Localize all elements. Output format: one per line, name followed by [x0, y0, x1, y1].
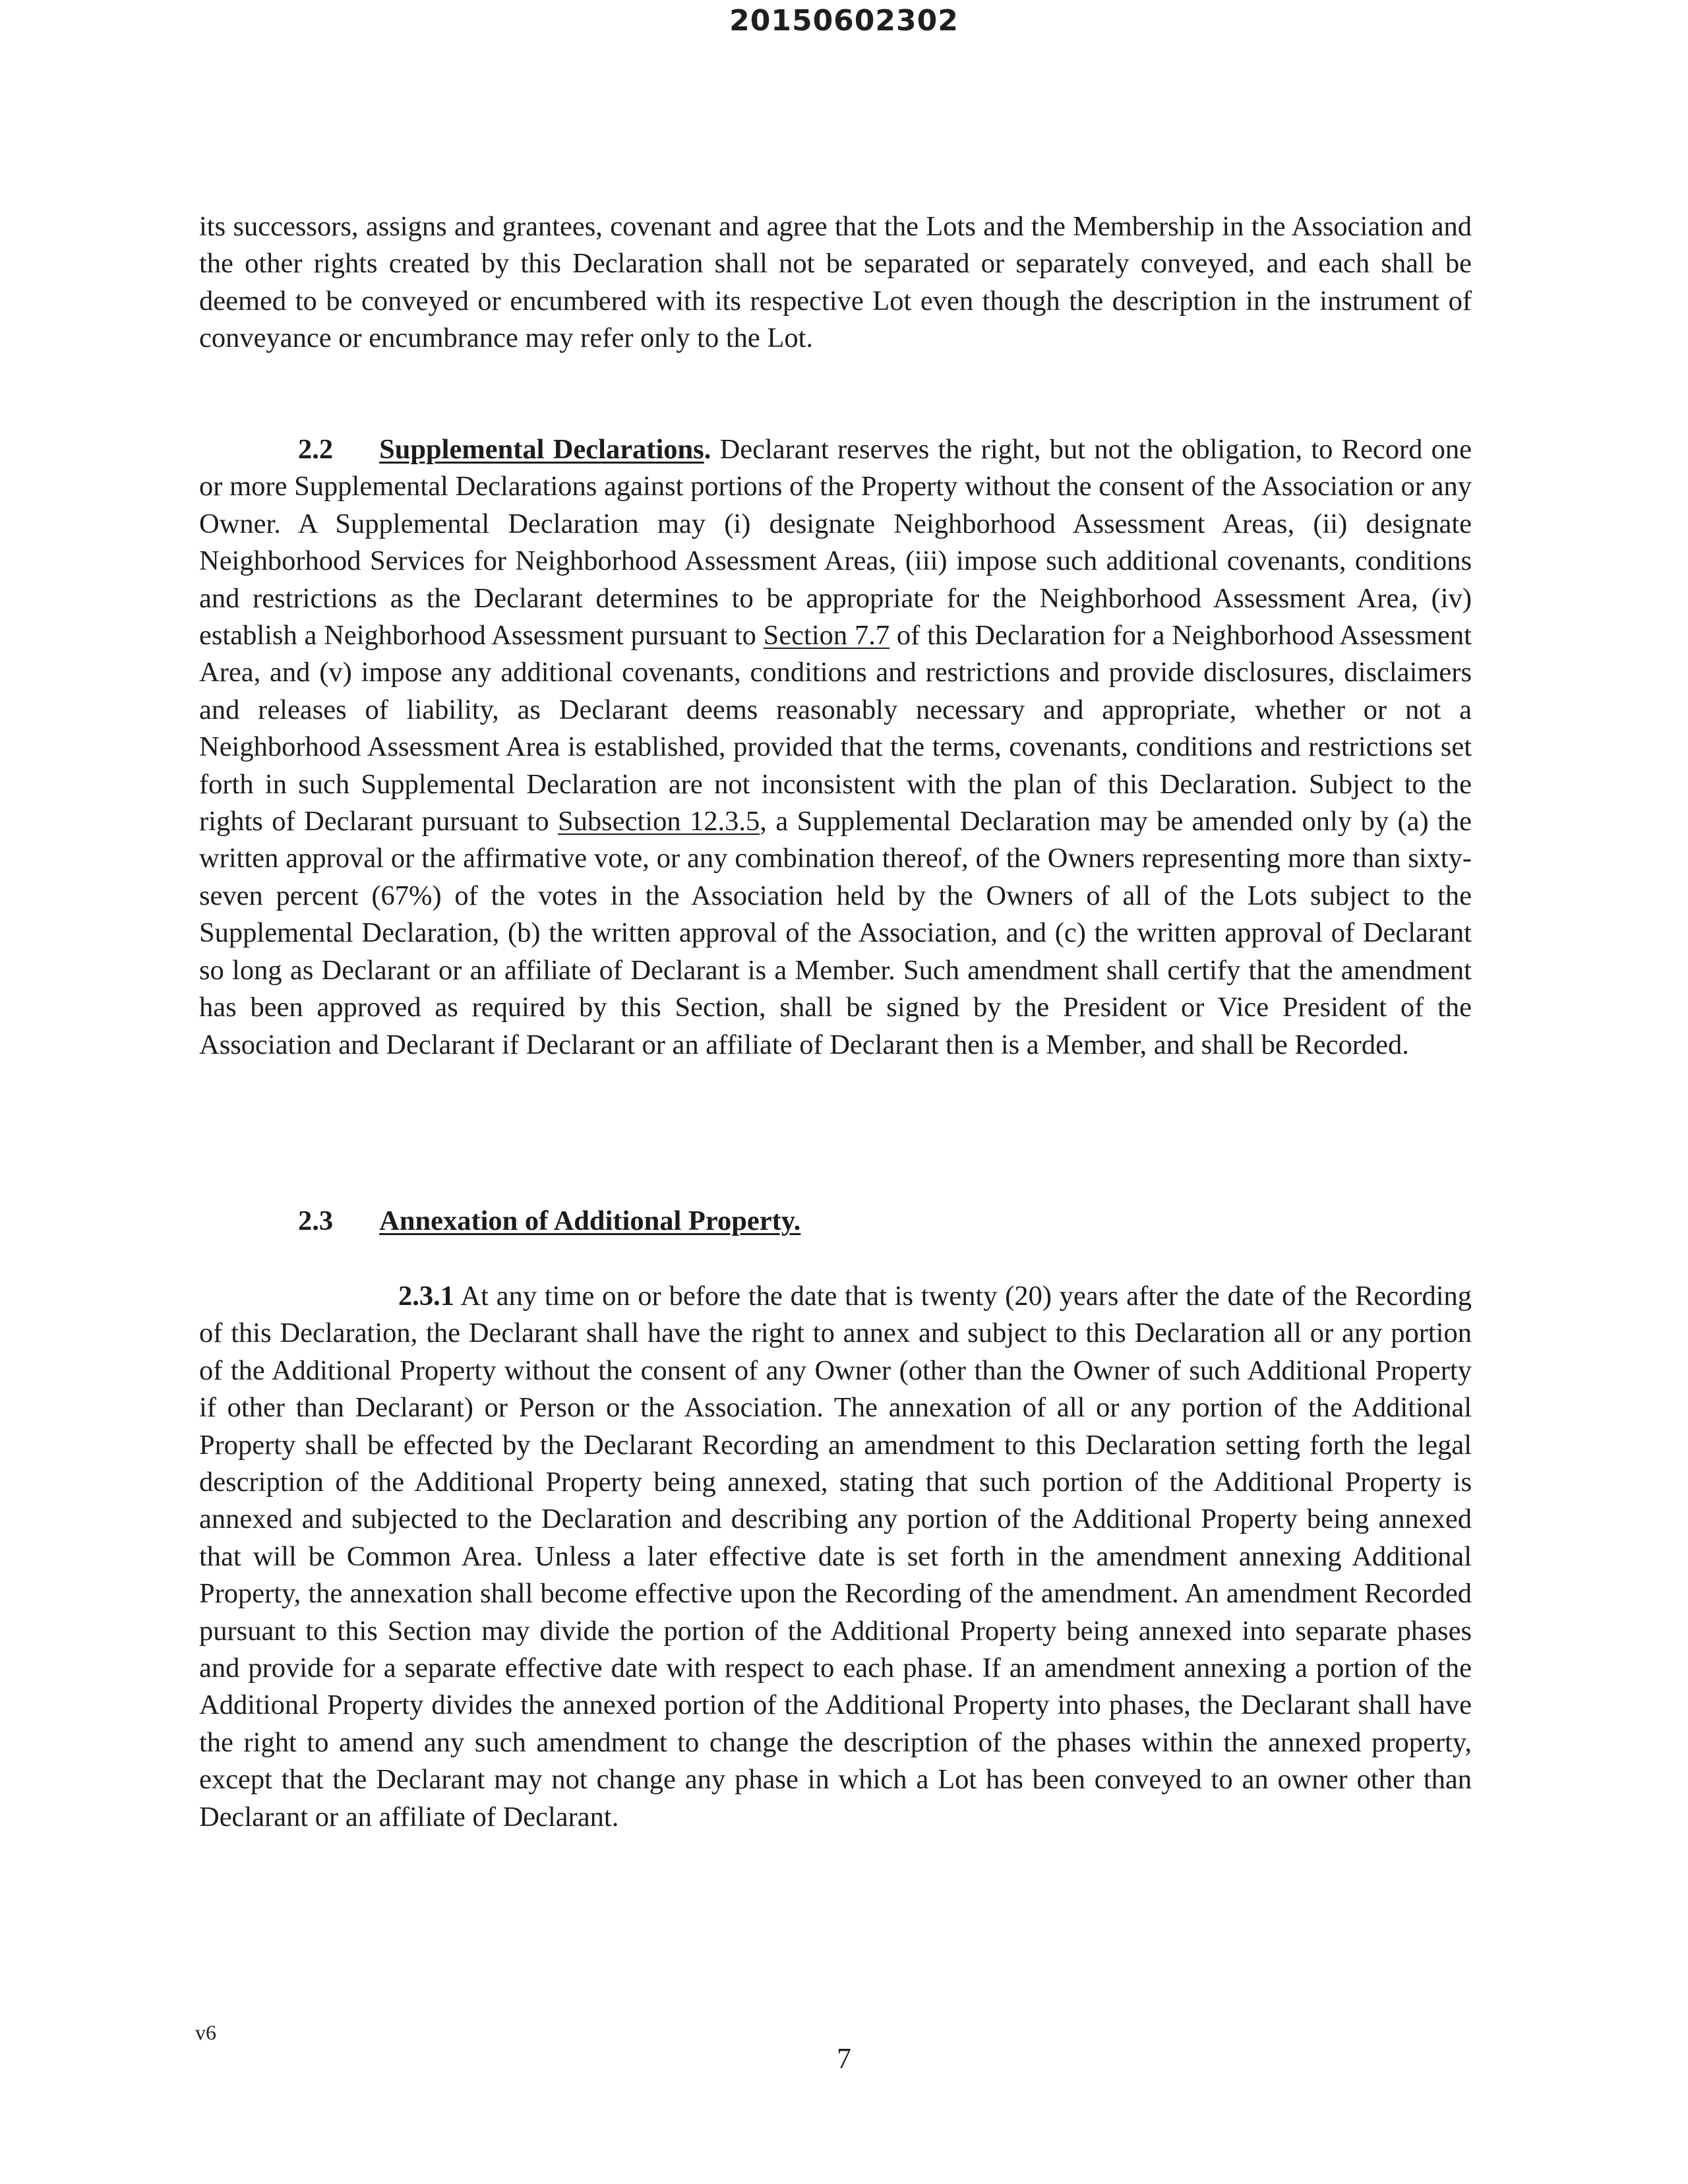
section-2-2 — [199, 431, 1472, 1064]
section-2-3 — [199, 1203, 1472, 1240]
section-text: , a Supplemental Declaration may be amended only by (a) the written approval or the affirmative vote, or any combination thereof, of the Owners representing more than sixty-seven percent (67%) of the votes in the Association held by the Owners of all of the Lots subject to the Supplemental Declaration, (b) the written approval of the Association, and (c) the written approval of Declarant so long as Declarant or an affiliate of Declarant is a Member. Such amendment shall certify that the amendment has been approved as required by this Section, shall be signed by the President or Vice President of the Association and Declarant if Declarant or an affiliate of Declarant then is a Member, and shall be Recorded. — [199, 806, 1472, 1060]
document-number: 20150602302 — [729, 4, 959, 38]
intro-text: its successors, assigns and grantees, covenant and agree that the Lots and the Membership in the Association and the other rights created by this Declaration shall not be separated or separately conveyed, and each shall be deemed to be conveyed or encumbered with its respective Lot even though the description in the instrument of conveyance or encumbrance may refer only to the Lot. — [199, 211, 1472, 354]
section-2-3-1 — [199, 1278, 1472, 1836]
section-reference: Section 7.7 — [763, 620, 890, 652]
section-number: 2.3 — [298, 1205, 334, 1236]
intro-paragraph — [199, 208, 1472, 357]
section-2-3-1-paragraph — [199, 1278, 1472, 1836]
section-title: Supplemental Declarations — [379, 434, 704, 465]
version-label: v6 — [195, 2020, 216, 2044]
section-text: of this Declaration for a Neighborhood Assessment Area, and (v) impose any additional covenants, conditions and restrictions and provide disclosures, disclaimers and releases of liability, as Declarant deems reasonably necessary and appropriate, whether or not a Neighborhood Assessment Area is established, provided that the terms, covenants, conditions and restrictions set forth in such Supplemental Declaration are not inconsistent with the plan of this Declaration. Subject to the rights of Declarant pursuant to — [199, 620, 1472, 837]
section-reference: Subsection 12.3.5 — [558, 806, 760, 837]
section-2-3-heading — [199, 1203, 1472, 1240]
page-number: 7 — [837, 2042, 851, 2075]
section-2-2-paragraph — [199, 431, 1472, 1064]
section-number: 2.2 — [298, 434, 334, 465]
subsection-text: At any time on or before the date that is twenty (20) years after the date of the Recording of this Declaration, the Declarant shall have the right to annex and subject to this Declaration all or any portion of the Additional Property without the consent of any Owner (other than the Owner of such Additional Property if other than Declarant) or Person or the Association. The annexation of all or any portion of the Additional Property shall be effected by the Declarant Recording an amendment to this Declaration setting forth the legal description of the Additional Property being annexed, stating that such portion of the Additional Property is annexed and subjected to the Declaration and describing any portion of the Additional Property being annexed that will be Common Area. Unless a later effective date is set forth in the amendment annexing Additional Property, the annexation shall become effective upon the Recording of the amendment. An amendment Recorded pursuant to this Section may divide the portion of the Additional Property being annexed into separate phases and provide for a separate effective date with respect to each phase. If an amendment annexing a portion of the Additional Property divides the annexed portion of the Additional Property into phases, the Declarant shall have the right to amend any such amendment to change the description of the phases within the annexed property, except that the Declarant may not change any phase in which a Lot has been conveyed to an owner other than Declarant or an affiliate of Declarant. — [199, 1281, 1472, 1833]
section-title: Annexation of Additional Property. — [379, 1205, 801, 1236]
section-text: Declarant reserves the right, but not the obligation, to Record one or more Supplemental Declarations against portions of the Property without the consent of the Association or any Owner. A Supplemental Declaration may (i) designate Neighborhood Assessment Areas, (ii) designate Neighborhood Services for Neighborhood Assessment Areas, (iii) impose such additional covenants, conditions and restrictions as the Declarant determines to be appropriate for the Neighborhood Assessment Area, (iv) establish a Neighborhood Assessment pursuant to — [199, 434, 1472, 652]
subsection-number: 2.3.1 — [398, 1281, 454, 1312]
section-title-period: . — [704, 434, 711, 465]
